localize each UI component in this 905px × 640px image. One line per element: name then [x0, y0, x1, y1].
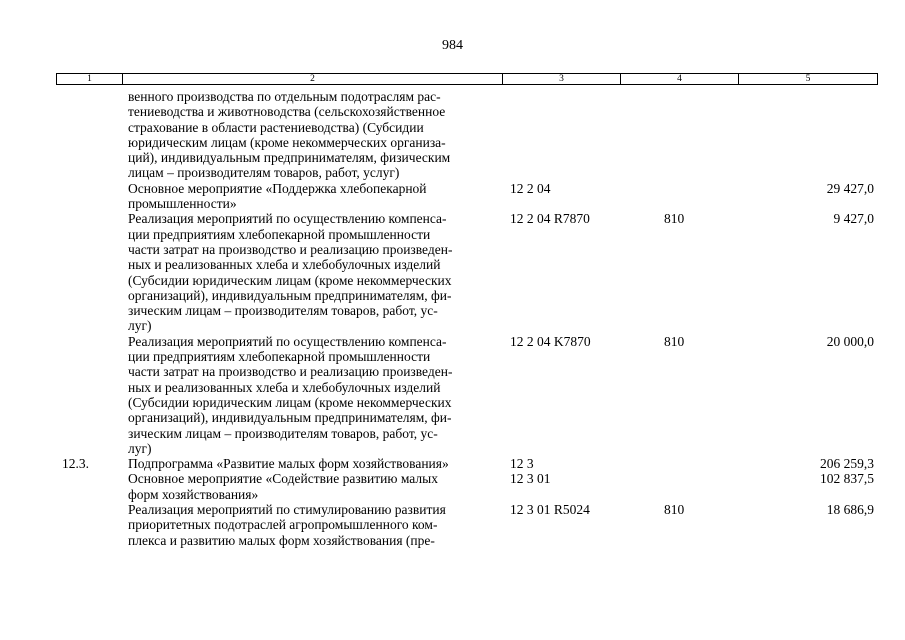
row-amount: 206 259,3: [820, 456, 874, 472]
header-col-2: 2: [123, 74, 503, 84]
table-row: [56, 502, 878, 548]
table-row: [56, 471, 878, 502]
row-code: 12 3 01: [510, 471, 551, 487]
row-type: 810: [664, 333, 685, 349]
header-col-1: 1: [57, 74, 123, 84]
row-type: [620, 181, 738, 212]
row-amount: 18 686,9: [826, 502, 874, 518]
table-row: [56, 334, 878, 456]
row-type: [620, 456, 738, 471]
row-type: [620, 471, 738, 502]
row-code: 12 3: [510, 456, 534, 472]
row-number: [56, 211, 122, 333]
row-code: 12 3 01 R5024: [510, 502, 590, 518]
row-code: [502, 89, 620, 181]
table-body: [56, 89, 878, 548]
row-code: 12 2 04 K7870: [510, 333, 591, 349]
table-row: [56, 181, 878, 212]
row-description: Реализация мероприятий по осуществлению компенса- ции предприятиям хлебопекарной промышленности части затрат на производство и реализацию произведен- ных и реализованных хлеба и хлебобулочных изделий (Субсидии юридическим лицам (кроме некоммерческих организаций), индивидуальным предпринимателям, фи- зическим лицам – производителям товаров, работ, ус- луг): [128, 211, 453, 334]
row-description: Подпрограмма «Развитие малых форм хозяйствования»: [128, 456, 449, 472]
row-amount: 20 000,0: [826, 333, 874, 349]
table-row: [56, 211, 878, 333]
row-amount: [738, 89, 876, 181]
row-description: Реализация мероприятий по стимулированию развития приоритетных подотраслей агропромышленного ком- плекса и развитию малых форм хозяйствования (пре-: [128, 502, 446, 548]
row-code: 12 2 04 R7870: [510, 211, 590, 227]
row-type: 810: [664, 211, 685, 227]
row-description: венного производства по отдельным подотраслям рас- тениеводства и животноводства (сельскохозяйственное страхование в области растениеводства) (Субсидии юридическим лицам (кроме некоммерческих организа- ций), индивидуальным предпринимателям, физическим лицам – производителям товаров, работ, услуг): [128, 89, 451, 181]
row-type: 810: [664, 502, 685, 518]
row-amount: 102 837,5: [820, 471, 874, 487]
header-col-4: 4: [621, 74, 739, 84]
row-number: [56, 181, 122, 212]
table-header: [56, 73, 878, 85]
row-number: [56, 471, 122, 502]
row-number: [56, 502, 122, 548]
row-description: Реализация мероприятий по осуществлению компенса- ции предприятиям хлебопекарной промышленности части затрат на производство и реализацию произведен- ных и реализованных хлеба и хлебобулочных изделий (Субсидии юридическим лицам (кроме некоммерческих организаций), индивидуальным предпринимателям, фи- зическим лицам – производителям товаров, работ, ус- луг): [128, 333, 453, 456]
header-col-3: 3: [503, 74, 621, 84]
row-amount: 9 427,0: [833, 211, 874, 227]
row-number: [56, 334, 122, 456]
table-row: [56, 456, 878, 471]
row-number: 12.3.: [62, 456, 89, 472]
page-number: 984: [442, 38, 463, 53]
row-amount: 29 427,0: [826, 180, 874, 196]
row-description: Основное мероприятие «Содействие развитию малых форм хозяйствования»: [128, 471, 438, 502]
header-col-5: 5: [805, 74, 811, 84]
row-number: [56, 89, 122, 181]
row-description: Основное мероприятие «Поддержка хлебопекарной промышленности»: [128, 180, 427, 212]
table-row: [56, 89, 878, 181]
row-code: 12 2 04: [510, 180, 551, 196]
row-type: [620, 89, 738, 181]
